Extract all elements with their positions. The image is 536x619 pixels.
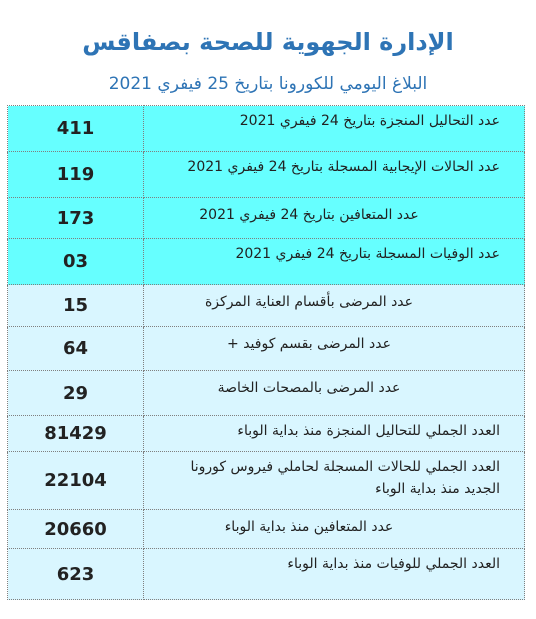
table-row [8,327,525,371]
row-label [144,327,525,371]
stats-table [7,105,525,600]
row-label [144,416,525,452]
row-value: 173 [8,198,144,239]
table-row [8,549,525,600]
table-row [8,198,525,239]
page-subtitle: البلاغ اليومي للكورونا بتاريخ 25 فيفري 2021 [108,74,428,94]
row-label-text: عدد المرضى بقسم كوفيد + [227,336,391,352]
row-label [144,371,525,416]
table-row [8,416,525,452]
row-value: 03 [8,239,144,285]
row-label-text: عدد المتعافين بتاريخ 24 فيفري 2021 [199,207,419,223]
row-value: 22104 [8,452,144,510]
table-row [8,452,525,510]
page-title: الإدارة الجهوية للصحة بصفاقس [82,28,454,56]
row-label [144,285,525,327]
row-label-text: العدد الجملي للحالات المسجلة لحاملي فيروس كورونا الجديد منذ بداية الوباء [190,459,500,497]
row-label [144,549,525,600]
row-value: 20660 [8,510,144,549]
table-row [8,510,525,549]
row-value: 411 [8,106,144,152]
table-row [8,106,525,152]
row-value: 623 [8,549,144,600]
row-label [144,510,525,549]
row-label-text: عدد المرضى بالمصحات الخاصة [217,380,401,396]
table-row [8,152,525,198]
row-value: 81429 [8,416,144,452]
row-value: 29 [8,371,144,416]
row-label [144,152,525,198]
row-label-text: العدد الجملي للوفيات منذ بداية الوباء [287,556,500,572]
row-label-text: عدد المتعافين منذ بداية الوباء [224,519,394,535]
row-label [144,198,525,239]
row-value: 64 [8,327,144,371]
row-label-text: عدد المرضى بأقسام العناية المركزة [204,294,414,310]
row-label-text: عدد التحاليل المنجزة بتاريخ 24 فيفري 2021 [239,113,500,129]
row-value: 15 [8,285,144,327]
table-row [8,239,525,285]
row-label-text: العدد الجملي للتحاليل المنجزة منذ بداية الوباء [237,423,500,439]
row-label-text: عدد الحالات الإيجابية المسجلة بتاريخ 24 فيفري 2021 [187,159,500,175]
row-label-text: عدد الوفيات المسجلة بتاريخ 24 فيفري 2021 [235,246,500,262]
table-row [8,285,525,327]
table-row [8,371,525,416]
row-label [144,239,525,285]
row-value: 119 [8,152,144,198]
row-label [144,452,525,510]
row-label [144,106,525,152]
